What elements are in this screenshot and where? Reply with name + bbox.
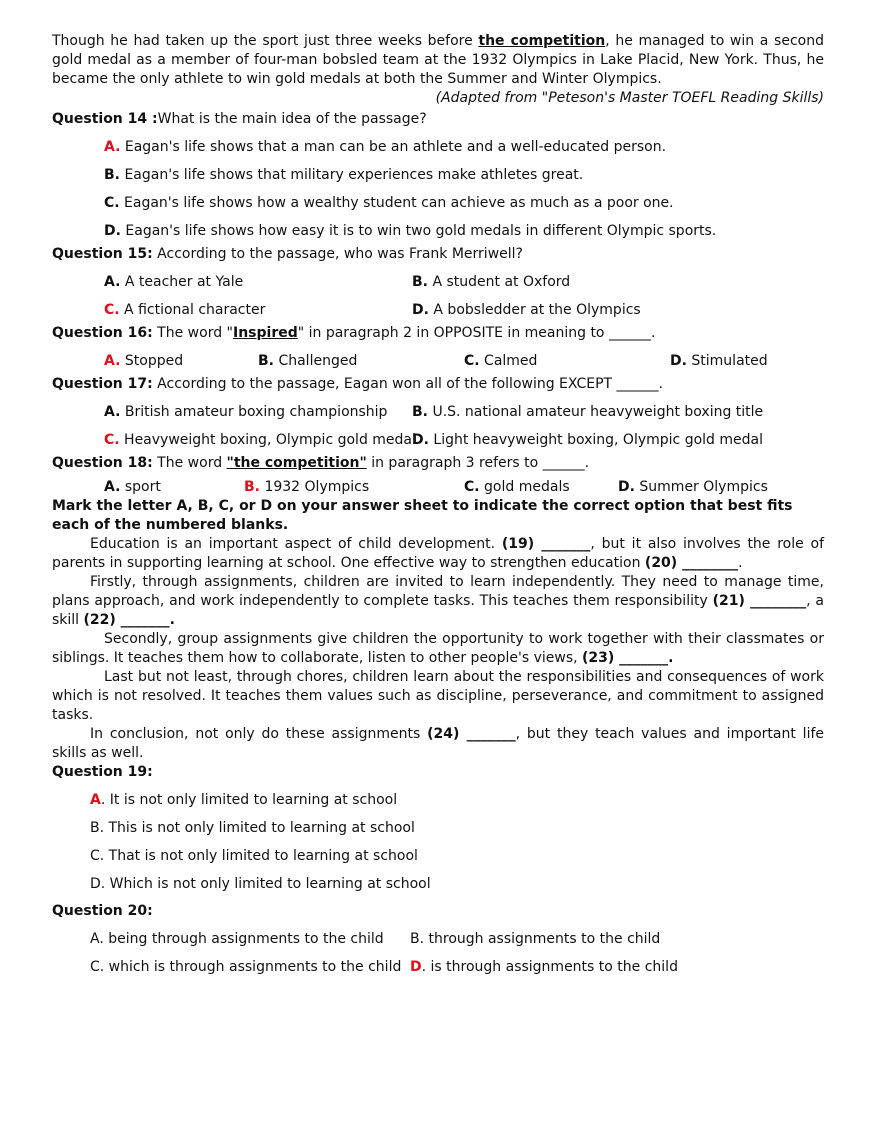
- blank-22: (22) _______.: [83, 612, 176, 628]
- q17-option-d[interactable]: D. Light heavyweight boxing, Olympic gold medal: [412, 432, 763, 448]
- underlined-term: the competition: [478, 33, 606, 49]
- question-18: Question 18: The word "the competition" in paragraph 3 refers to ______.: [52, 455, 590, 471]
- cloze-paragraph-5: In conclusion, not only do these assignments (24) _______, but they teach values and important life skills as well.: [52, 726, 825, 761]
- q14-option-a[interactable]: A. Eagan's life shows that a man can be an athlete and a well-educated person.: [104, 139, 667, 155]
- blank-20: (20) ________: [644, 555, 739, 571]
- q20-option-c[interactable]: C. which is through assignments to the child: [90, 959, 402, 975]
- q20-options-row-1: [90, 925, 824, 953]
- document-page: [52, 32, 824, 981]
- blank-21: (21) ________: [712, 593, 807, 609]
- blank-19: (19) _______: [501, 536, 591, 552]
- q18-option-c[interactable]: C. gold medals: [464, 479, 570, 495]
- question-17-options: [52, 398, 824, 454]
- q16-option-a[interactable]: A. Stopped: [104, 353, 184, 369]
- q15-option-b[interactable]: B. A student at Oxford: [412, 274, 571, 290]
- q17-option-a[interactable]: A. British amateur boxing championship: [104, 404, 388, 420]
- question-16-options: [52, 347, 824, 375]
- q14-option-b[interactable]: B. Eagan's life shows that military experiences make athletes great.: [104, 167, 584, 183]
- question-15: Question 15: According to the passage, who was Frank Merriwell?: [52, 246, 523, 262]
- q15-options-row-2: [104, 296, 824, 324]
- question-17: Question 17: According to the passage, Eagan won all of the following EXCEPT ______.: [52, 376, 663, 392]
- q17-options-row-2: [104, 426, 824, 454]
- question-20: Question 20:: [52, 903, 153, 919]
- q15-option-a[interactable]: A. A teacher at Yale: [104, 274, 244, 290]
- q20-option-b[interactable]: B. through assignments to the child: [410, 931, 661, 947]
- q17-option-c[interactable]: C. Heavyweight boxing, Olympic gold medal: [104, 432, 416, 448]
- question-19-options: [52, 786, 824, 898]
- source-citation: (Adapted from "Peteson's Master TOEFL Reading Skills): [435, 90, 824, 106]
- blank-24: (24) _______: [427, 726, 516, 742]
- q15-options-row-1: [104, 268, 824, 296]
- q14-option-c[interactable]: C. Eagan's life shows how a wealthy student can achieve as much as a poor one.: [104, 195, 674, 211]
- cloze-paragraph-4: Last but not least, through chores, children learn about the responsibilities and consequences of work which is not resolved. It teaches them values such as discipline, perseverance, and commitment to assigned tasks.: [52, 669, 824, 723]
- q16-option-b[interactable]: B. Challenged: [258, 353, 358, 369]
- question-19: Question 19:: [52, 764, 153, 780]
- blank-23: (23) _______.: [582, 650, 674, 666]
- section-instruction: Mark the letter A, B, C, or D on your answer sheet to indicate the correct option that best fits each of the numbered blanks.: [52, 498, 793, 533]
- q17-option-b[interactable]: B. U.S. national amateur heavyweight boxing title: [412, 404, 764, 420]
- q19-option-a[interactable]: A. It is not only limited to learning at school: [90, 792, 398, 808]
- q17-options-row-1: [104, 398, 824, 426]
- q18-option-a[interactable]: A. sport: [104, 479, 161, 495]
- passage-paragraph-3: Though he had taken up the sport just three weeks before the competition, he managed to win a second gold medal as a member of four-man bobsled team at the 1932 Olympics in Lake Placid, New York. Thus, he became the only athlete to win gold medals at both the Summer and Winter Olympics.: [52, 33, 824, 87]
- question-16: Question 16: The word "Inspired" in paragraph 2 in OPPOSITE in meaning to ______.: [52, 325, 656, 341]
- q19-option-b[interactable]: B. This is not only limited to learning at school: [90, 820, 415, 836]
- q18-option-b[interactable]: B. 1932 Olympics: [244, 479, 370, 495]
- q16-option-d[interactable]: D. Stimulated: [670, 353, 768, 369]
- q19-option-c[interactable]: C. That is not only limited to learning at school: [90, 848, 418, 864]
- q16-options-row: [104, 347, 824, 375]
- question-18-options: [52, 479, 824, 495]
- q20-options-row-2: [90, 953, 824, 981]
- q16-option-c[interactable]: C. Calmed: [464, 353, 538, 369]
- cloze-paragraph-2: Firstly, through assignments, children are invited to learn independently. They need to manage time, plans approach, and work independently to complete tasks. This teaches them responsibility (21) ________, a skill (22) _______.: [52, 574, 825, 628]
- cloze-paragraph-3: Secondly, group assignments give children the opportunity to work together with their classmates or siblings. It teaches them how to collaborate, listen to other people's views, (23) _______.: [52, 631, 824, 666]
- q15-option-c[interactable]: C. A fictional character: [104, 302, 266, 318]
- underlined-term: Inspired: [232, 325, 298, 341]
- q14-option-d[interactable]: D. Eagan's life shows how easy it is to win two gold medals in different Olympic sports.: [104, 223, 717, 239]
- q20-option-a[interactable]: A. being through assignments to the child: [90, 931, 384, 947]
- question-20-options: [52, 925, 824, 981]
- q20-option-d[interactable]: D. is through assignments to the child: [410, 959, 678, 975]
- question-15-options: [52, 268, 824, 324]
- question-14-options: [52, 133, 824, 245]
- q19-option-d[interactable]: D. Which is not only limited to learning at school: [90, 876, 431, 892]
- q18-option-d[interactable]: D. Summer Olympics: [618, 479, 768, 495]
- q15-option-d[interactable]: D. A bobsledder at the Olympics: [412, 302, 641, 318]
- q18-options-row: [104, 479, 824, 495]
- underlined-term: "the competition": [226, 455, 367, 471]
- cloze-paragraph-1: Education is an important aspect of child development. (19) _______, but it also involves the role of parents in supporting learning at school. One effective way to strengthen education (20) ________.: [52, 536, 825, 571]
- question-14: Question 14 :What is the main idea of the passage?: [52, 111, 427, 127]
